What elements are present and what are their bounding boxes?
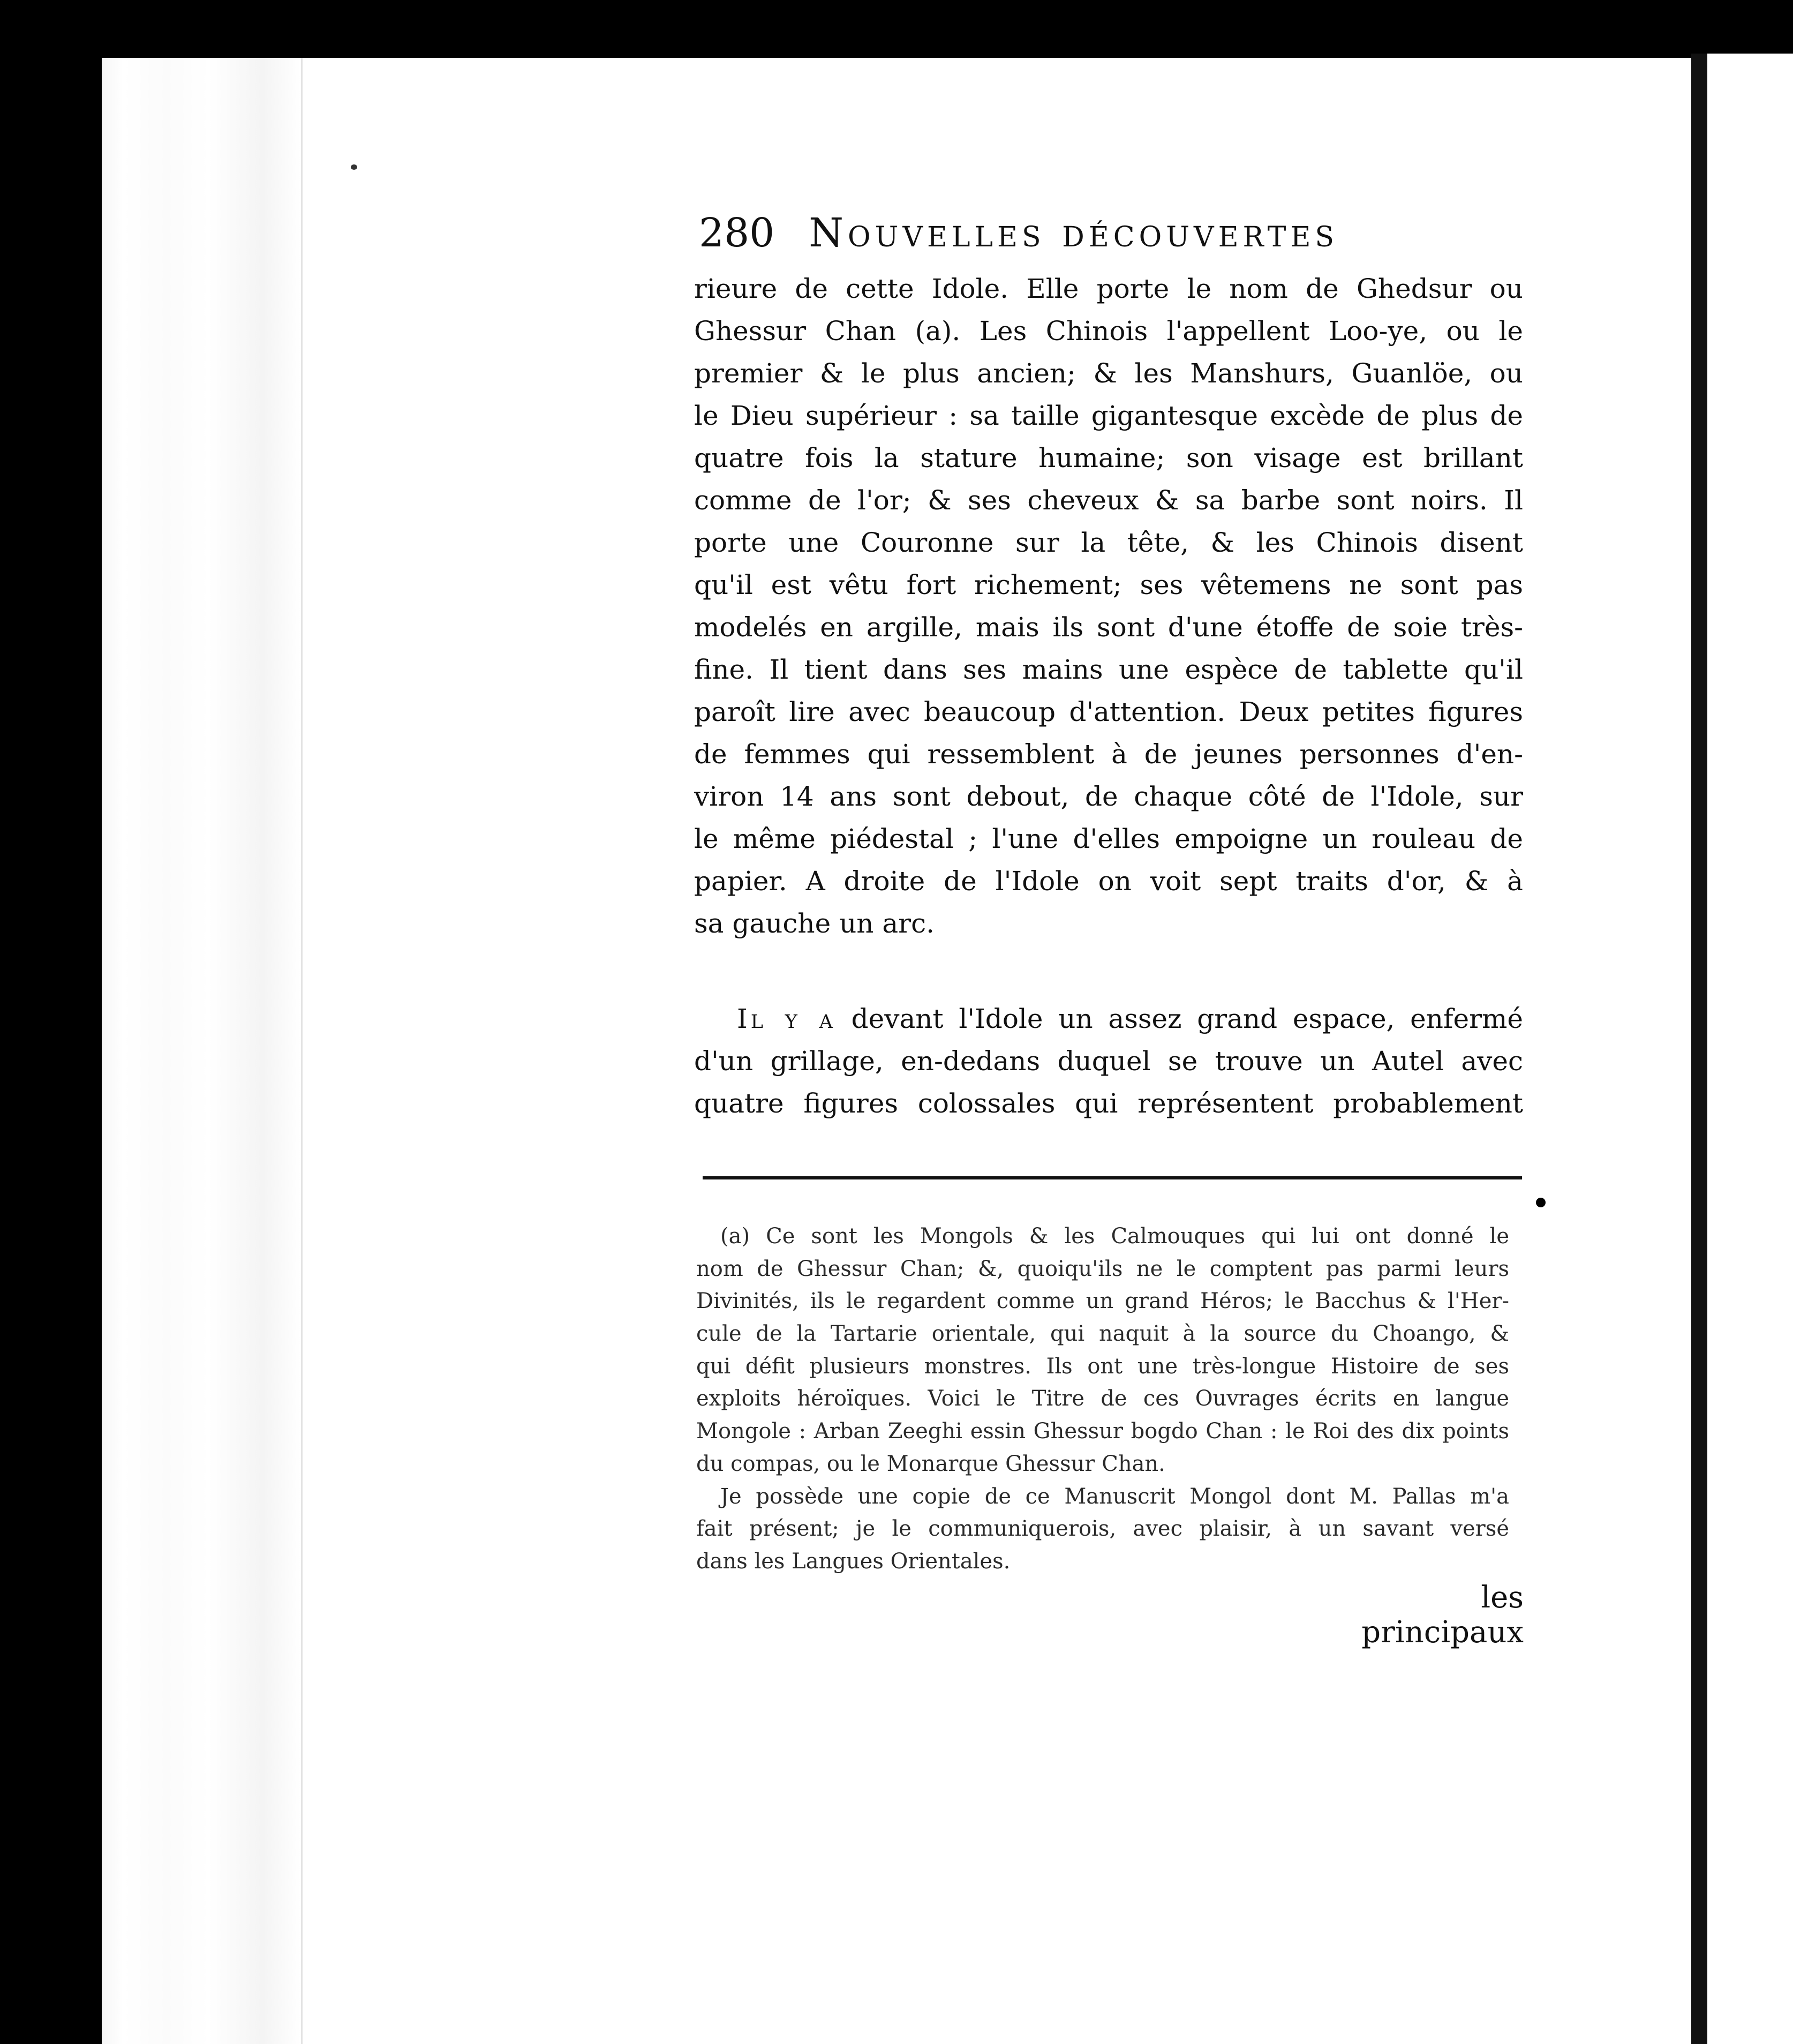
running-title: Nouvelles découvertes [809,210,1339,256]
text-line: fine. Il tient dans ses mains une espèce de tablette qu'il [694,654,1523,685]
footnote-line: cule de la Tartarie orientale, qui naquit à la source du Choango, & [696,1321,1509,1347]
footnote-line: nom de Ghessur Chan; &, quoiqu'ils ne le comptent pas parmi leurs [696,1256,1509,1281]
text-line: quatre figures colossales qui représentent probablement [694,1088,1523,1119]
text-line: porte une Couronne sur la tête, & les Chinois disent [694,527,1523,558]
running-header [699,210,1411,264]
footnote-line: qui défit plusieurs monstres. Ils ont une très-longue Histoire de ses [696,1354,1509,1379]
footnote-line: Mongole : Arban Zeeghi essin Ghessur bogdo Chan : le Roi des dix points [696,1419,1509,1444]
facing-page-edge [1691,54,1793,2044]
footnote-line: du compas, ou le Monarque Ghessur Chan. [696,1451,1165,1476]
text-line: premier & le plus ancien; & les Manshurs, Guanlöe, ou [694,358,1523,389]
text-line: le même piédestal ; l'une d'elles empoigne un rouleau de [694,823,1523,854]
text-line: rieure de cette Idole. Elle porte le nom de Ghedsur ou [694,273,1523,304]
ink-speck [1536,1198,1546,1207]
footnote-line: Je possède une copie de ce Manuscrit Mongol dont M. Pallas m'a [720,1484,1509,1509]
footnote-line: Divinités, ils le regardent comme un grand Héros; le Bacchus & l'Her- [696,1289,1509,1314]
footnote-line: exploits héroïques. Voici le Titre de ces Ouvrages écrits en langue [696,1386,1509,1411]
text-line: paroît lire avec beaucoup d'attention. Deux petites figures [694,696,1523,727]
footnote-line: fait présent; je le communiquerois, avec plaisir, à un savant versé [696,1516,1509,1542]
text-line: modelés en argille, mais ils sont d'une étoffe de soie très- [694,612,1523,643]
paragraph-lead: Il y a [737,1003,836,1034]
text-line [694,998,1523,1040]
text-line: de femmes qui ressemblent à de jeunes personnes d'en- [694,739,1523,770]
text-line: qu'il est vêtu fort richement; ses vêtemens ne sont pas [694,569,1523,600]
text-line: Ghessur Chan (a). Les Chinois l'appellent Loo-ye, ou le [694,315,1523,347]
catchword: les principaux [1361,1580,1524,1650]
text-line: viron 14 ans sont debout, de chaque côté de l'Idole, sur [694,781,1523,812]
text-line: sa gauche un arc. [694,908,935,939]
text-fragment: devant l'Idole un assez grand espace, enfermé [851,1003,1523,1034]
footnote-rule [703,1176,1522,1179]
text-line: papier. A droite de l'Idole on voit sept traits d'or, & à [694,866,1523,897]
page-number: 280 [699,210,775,256]
text-line: le Dieu supérieur : sa taille gigantesque excède de plus de [694,400,1523,431]
ink-speck [351,164,357,170]
main-text [694,268,1523,1125]
text-line: d'un grillage, en-dedans duquel se trouve un Autel avec [694,1046,1523,1077]
text-line: comme de l'or; & ses cheveux & sa barbe sont noirs. Il [694,485,1523,516]
footnotes [696,1220,1509,1578]
book-gutter [102,58,303,2044]
footnote-line: dans les Langues Orientales. [696,1549,1011,1574]
footnote-line: (a) Ce sont les Mongols & les Calmouques qui lui ont donné le [720,1224,1509,1249]
text-line: quatre fois la stature humaine; son visage est brillant [694,442,1523,474]
